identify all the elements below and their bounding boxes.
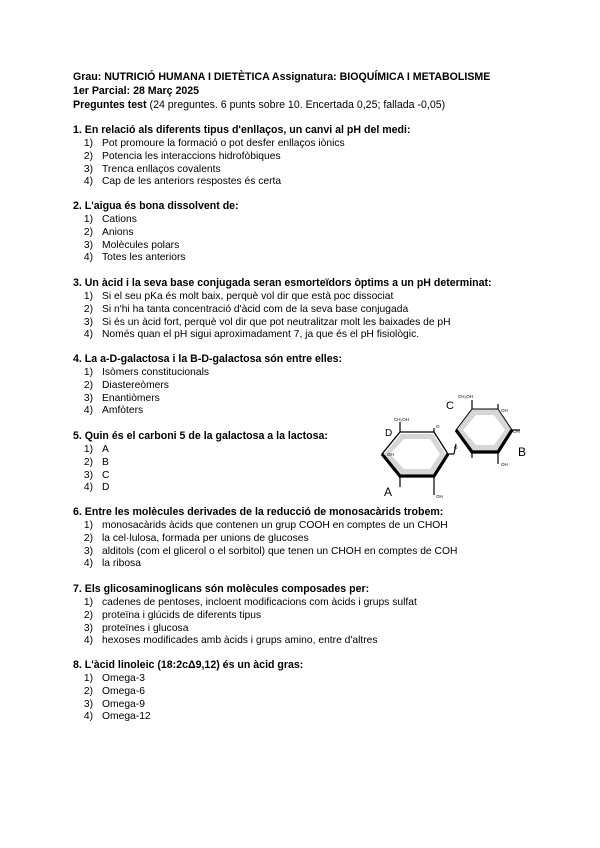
answer-option: 1) Cations bbox=[83, 214, 137, 225]
oh-label: OH bbox=[513, 429, 520, 434]
answer-option: 3) Enantiòmers bbox=[83, 392, 160, 404]
answer-option: 2) Potencia les interaccions hidrofòbiques bbox=[83, 150, 281, 162]
answer-option: 3) Molècules polars bbox=[83, 239, 180, 251]
carbon-label-d: D bbox=[385, 428, 393, 439]
oh-label: OH bbox=[436, 494, 443, 499]
question-2 bbox=[73, 200, 543, 265]
answer-option: 2) la cel·lulosa, formada per unions de glucoses bbox=[83, 532, 309, 544]
carbon-label-c: C bbox=[446, 400, 454, 412]
answer-option: 4) Cap de les anteriors respostes és certa bbox=[83, 176, 282, 188]
oh-label: OH bbox=[501, 408, 508, 413]
answer-option: 1) Omega-3 bbox=[83, 673, 145, 684]
o-label: O bbox=[454, 445, 458, 450]
answer-option: 1) monosacàrids àcids que contenen un grup COOH en comptes de un CHOH bbox=[83, 520, 448, 531]
question-7 bbox=[73, 583, 543, 648]
o-label: O bbox=[436, 424, 440, 429]
question-title: 6. Entre les molècules derivades de la reducció de monosacàrids trobem: bbox=[73, 506, 444, 518]
answer-option: 3) alditols (com el glicerol o el sorbitol) que tenen un CHOH en comptes de COH bbox=[83, 545, 458, 557]
answer-option: 3) Si és un àcid fort, perquè vol dir que pot neutralitzar molt les baixades de pH bbox=[83, 316, 451, 328]
oh-label: OH bbox=[387, 452, 394, 457]
answer-option: 4) Omega-12 bbox=[83, 711, 151, 723]
question-3 bbox=[73, 277, 543, 342]
test-instructions: Preguntes test (24 preguntes. 6 punts sobre 10. Encertada 0,25; fallada -0,05) bbox=[73, 99, 446, 111]
answer-option: 2) proteïna i glúcids de diferents tipus bbox=[83, 609, 262, 621]
question-1 bbox=[73, 124, 543, 189]
answer-option: 1) Pot promoure la formació o pot desfer enllaços iònics bbox=[83, 138, 345, 149]
question-title: 7. Els glicosaminoglicans són molècules composades per: bbox=[73, 583, 370, 595]
answer-option: 1) A bbox=[83, 444, 109, 455]
question-title: 3. Un àcid i la seva base conjugada seran esmorteïdors òptims a un pH determinat: bbox=[73, 277, 492, 289]
answer-option: 4) Totes les anteriors bbox=[83, 252, 186, 264]
answer-option: 4) la ribosa bbox=[83, 558, 141, 570]
answer-option: 2) B bbox=[83, 456, 109, 468]
answer-option: 3) C bbox=[83, 469, 110, 481]
answer-option: 4) hexoses modificades amb àcids i grups amino, entre d'altres bbox=[83, 635, 378, 647]
answer-option: 4) D bbox=[83, 482, 110, 494]
answer-option: 3) proteïnes i glucosa bbox=[83, 622, 189, 634]
answer-option: 1) cadenes de pentoses, incloent modificacions com àcids i grups sulfat bbox=[83, 597, 417, 608]
answer-option: 1) Isòmers constitucionals bbox=[83, 367, 210, 378]
answer-option: 1) Si el seu pKa és molt baix, perquè vol dir que està poc dissociat bbox=[83, 291, 394, 302]
exam-date: 1er Parcial: 28 Març 2025 bbox=[73, 85, 200, 97]
question-title: 2. L'aigua és bona dissolvent de: bbox=[73, 200, 239, 212]
carbon-label-b: B bbox=[518, 445, 527, 459]
answer-option: 3) Trenca enllaços covalents bbox=[83, 163, 221, 175]
carbon-label-a: A bbox=[384, 485, 393, 499]
question-title: 1. En relació als diferents tipus d'enllaços, un canvi al pH del medi: bbox=[73, 124, 411, 136]
answer-option: 4) Només quan el pH sigui aproximadament 7, ja que és el pH fisiològic. bbox=[83, 329, 420, 341]
question-title: 4. La a-D-galactosa i la B-D-galactosa són entre elles: bbox=[73, 353, 343, 365]
lactosa-structure-diagram bbox=[370, 392, 530, 502]
answer-option: 2) Anions bbox=[83, 226, 134, 238]
question-8 bbox=[73, 659, 543, 724]
ch2oh-label: CH₂OH bbox=[458, 394, 473, 399]
answer-option: 2) Omega-6 bbox=[83, 685, 145, 697]
glucose-ring bbox=[454, 400, 520, 464]
galactose-ring bbox=[382, 422, 454, 495]
question-6 bbox=[73, 506, 543, 571]
answer-option: 4) Amfòters bbox=[83, 405, 144, 417]
question-title: 8. L'àcid linoleic (18:2cΔ9,12) és un àcid gras: bbox=[73, 659, 304, 671]
question-title: 5. Quin és el carboni 5 de la galactosa a la lactosa: bbox=[73, 430, 328, 442]
answer-option: 2) Diastereòmers bbox=[83, 379, 169, 391]
ch2oh-label: CH₂OH bbox=[394, 417, 409, 422]
answer-option: 2) Si n'hi ha tanta concentració d'àcid com de la seva base conjugada bbox=[83, 303, 409, 315]
oh-label: OH bbox=[501, 462, 508, 467]
answer-option: 3) Omega-9 bbox=[83, 698, 145, 710]
course-header: Grau: NUTRICIÓ HUMANA I DIETÈTICA Assignatura: BIOQUÍMICA I METABOLISME bbox=[73, 71, 491, 83]
